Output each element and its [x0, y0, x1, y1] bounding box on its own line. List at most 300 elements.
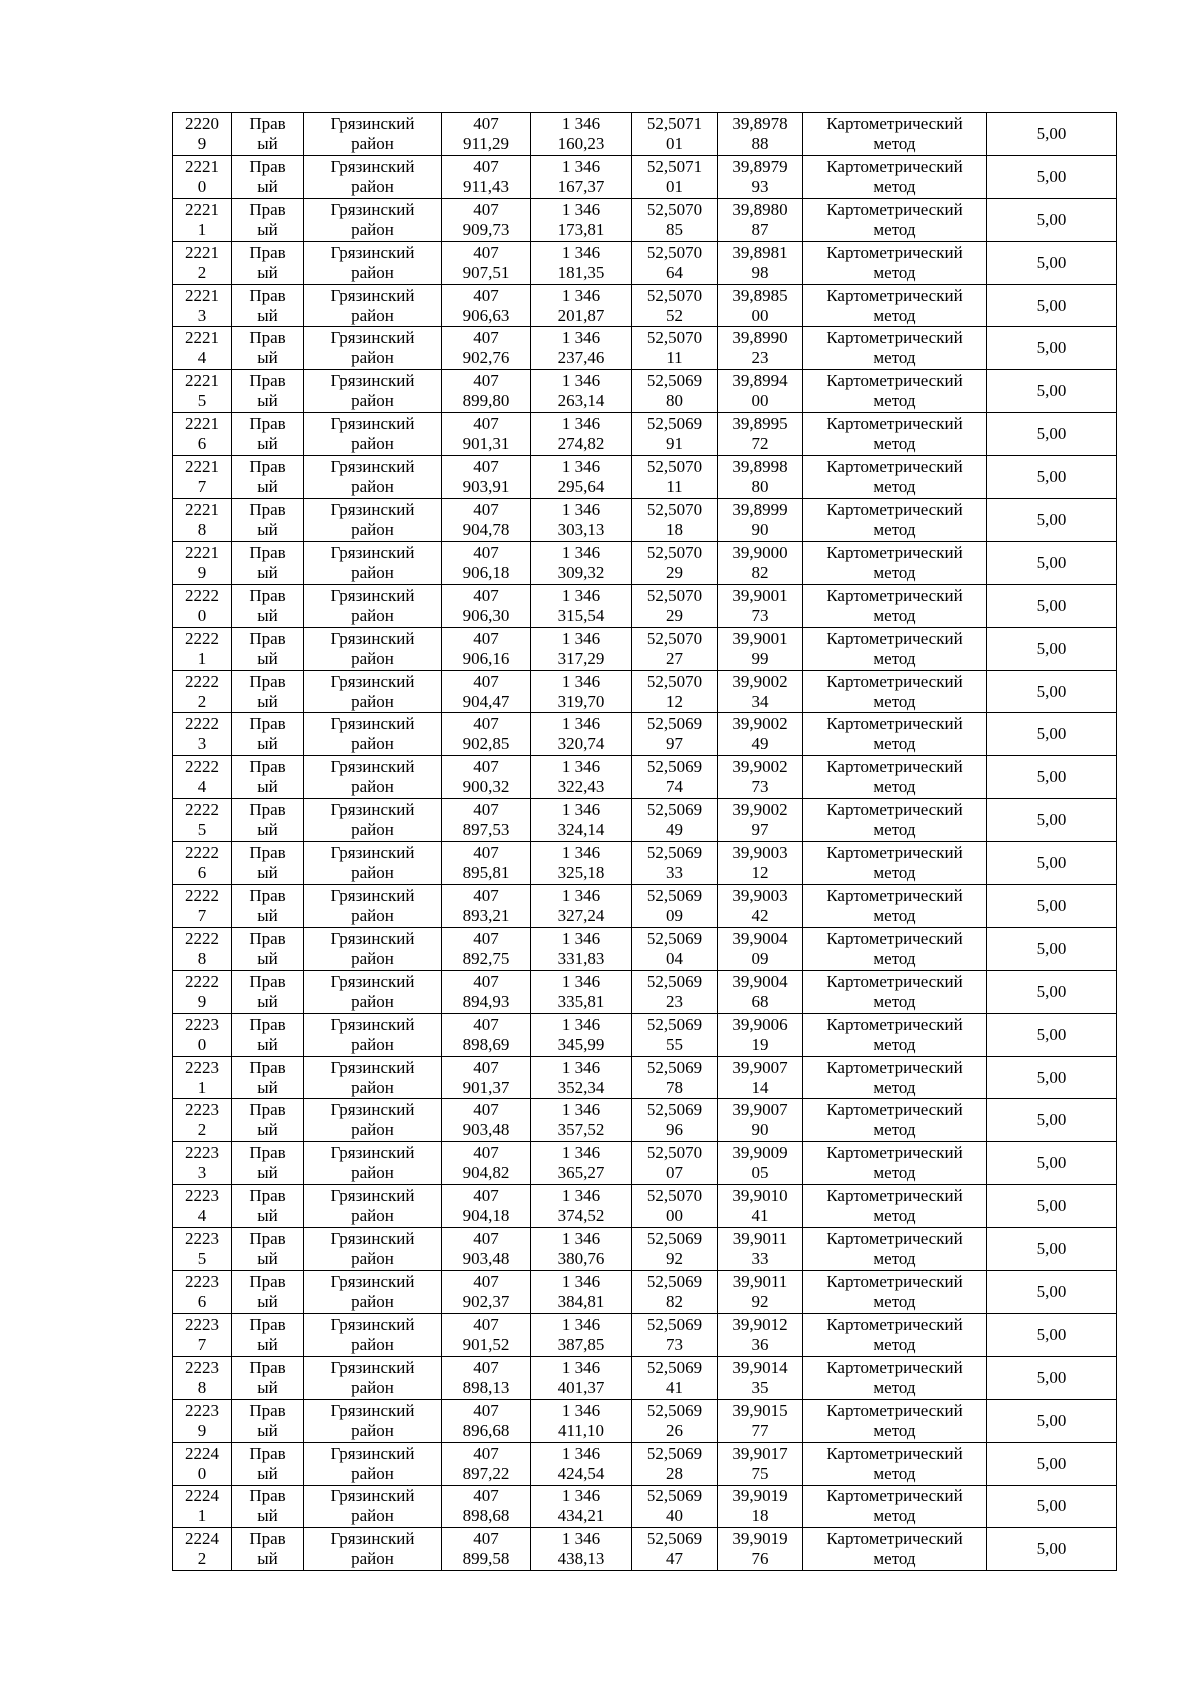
cell-coord-y: [531, 1228, 632, 1271]
cell-latitude: [632, 1442, 718, 1485]
cell-longitude: [718, 1185, 803, 1228]
cell-latitude: [632, 155, 718, 198]
table-row: [173, 1399, 1117, 1442]
cell-longitude-line: 42: [751, 905, 769, 925]
cell-coord-y-line: 295,64: [557, 477, 605, 497]
cell-latitude-line: 01: [666, 176, 683, 196]
cell-bank-side-line: Прав: [249, 1271, 286, 1291]
cell-district: [304, 713, 442, 756]
cell-longitude-line: 14: [751, 1077, 769, 1097]
cell-coord-x-line: 902,37: [462, 1291, 510, 1311]
cell-point-number-line: 2222: [185, 714, 219, 734]
cell-point-number: [173, 1313, 232, 1356]
cell-point-number: [173, 1228, 232, 1271]
cell-point-number-line: 2223: [185, 1186, 219, 1206]
cell-point-number-line: 2223: [185, 1400, 219, 1420]
cell-coord-y-line: 325,18: [557, 863, 605, 883]
cell-point-number: [173, 799, 232, 842]
cell-latitude-line: 52,5069: [646, 971, 703, 991]
cell-method-line: Картометрический: [826, 1229, 963, 1249]
cell-bank-side-line: ый: [257, 262, 278, 282]
cell-accuracy: [987, 1099, 1117, 1142]
cell-latitude-line: 96: [666, 1120, 683, 1140]
cell-coord-y-line: 1 346: [561, 971, 601, 991]
cell-point-number-line: 2223: [185, 1143, 219, 1163]
cell-bank-side-line: Прав: [249, 1100, 286, 1120]
cell-bank-side-line: Прав: [249, 1357, 286, 1377]
cell-point-number-line: 8: [197, 948, 207, 968]
cell-latitude-line: 78: [666, 1077, 683, 1097]
table-row: [173, 927, 1117, 970]
cell-coord-y: [531, 885, 632, 928]
cell-method-line: Картометрический: [826, 928, 963, 948]
cell-point-number-line: 2223: [185, 1271, 219, 1291]
cell-latitude: [632, 1142, 718, 1185]
cell-longitude-line: 39,9014: [732, 1357, 788, 1377]
cell-district-line: район: [351, 691, 394, 711]
cell-bank-side-line: Прав: [249, 1186, 286, 1206]
cell-bank-side-line: Прав: [249, 1229, 286, 1249]
cell-point-number-line: 1: [197, 219, 207, 239]
cell-point-number-line: 2222: [185, 671, 219, 691]
cell-method-line: метод: [873, 691, 916, 711]
cell-accuracy: [987, 370, 1117, 413]
cell-longitude-line: 39,9000: [732, 542, 788, 562]
cell-method-line: метод: [873, 1120, 916, 1140]
cell-coord-y-line: 1 346: [561, 156, 601, 176]
cell-accuracy: [987, 584, 1117, 627]
cell-latitude: [632, 1356, 718, 1399]
cell-point-number-line: 2221: [185, 328, 219, 348]
cell-coord-x-line: 407: [473, 843, 499, 863]
cell-coord-y-line: 274,82: [557, 434, 605, 454]
cell-bank-side-line: ый: [257, 1249, 278, 1269]
cell-coord-x-line: 907,51: [462, 262, 510, 282]
cell-district-line: район: [351, 1206, 394, 1226]
cell-district-line: Грязинский: [330, 757, 415, 777]
cell-coord-x-line: 407: [473, 585, 499, 605]
cell-longitude: [718, 1485, 803, 1528]
cell-coord-y-line: 1 346: [561, 1314, 601, 1334]
cell-district: [304, 670, 442, 713]
cell-coord-x-line: 893,21: [462, 905, 510, 925]
cell-accuracy: [987, 413, 1117, 456]
cell-district-line: Грязинский: [330, 1314, 415, 1334]
cell-bank-side: [232, 113, 304, 156]
cell-coord-y-line: 315,54: [557, 605, 605, 625]
cell-district-line: район: [351, 477, 394, 497]
cell-coord-y-line: 322,43: [557, 777, 605, 797]
table-row: [173, 456, 1117, 499]
cell-coord-x: [442, 1013, 531, 1056]
table-row: [173, 1013, 1117, 1056]
cell-bank-side: [232, 241, 304, 284]
cell-coord-y-line: 1 346: [561, 843, 601, 863]
cell-accuracy-value: 5,00: [1036, 295, 1067, 315]
cell-longitude: [718, 1528, 803, 1571]
cell-coord-y-line: 401,37: [557, 1377, 605, 1397]
cell-method: [803, 627, 987, 670]
cell-method-line: Картометрический: [826, 199, 963, 219]
cell-accuracy: [987, 327, 1117, 370]
cell-longitude-line: 12: [751, 863, 769, 883]
cell-bank-side-line: ый: [257, 133, 278, 153]
cell-coord-x-line: 407: [473, 156, 499, 176]
cell-latitude: [632, 1099, 718, 1142]
cell-point-number: [173, 1399, 232, 1442]
cell-accuracy-value: 5,00: [1036, 1196, 1067, 1216]
cell-district-line: Грязинский: [330, 1229, 415, 1249]
cell-coord-y: [531, 284, 632, 327]
cell-longitude: [718, 970, 803, 1013]
cell-coord-y-line: 335,81: [557, 991, 605, 1011]
cell-longitude-line: 39,8998: [732, 457, 788, 477]
cell-method: [803, 1271, 987, 1314]
cell-coord-x: [442, 155, 531, 198]
cell-bank-side-line: Прав: [249, 671, 286, 691]
cell-longitude-line: 90: [751, 519, 769, 539]
cell-bank-side-line: ый: [257, 1120, 278, 1140]
cell-bank-side-line: Прав: [249, 757, 286, 777]
cell-coord-y-line: 1 346: [561, 585, 601, 605]
cell-coord-x: [442, 541, 531, 584]
cell-method-line: метод: [873, 948, 916, 968]
cell-coord-x-line: 407: [473, 242, 499, 262]
cell-method-line: метод: [873, 820, 916, 840]
cell-coord-x-line: 407: [473, 1186, 499, 1206]
cell-point-number-line: 2224: [185, 1529, 219, 1549]
cell-district-line: Грязинский: [330, 1057, 415, 1077]
cell-method: [803, 1313, 987, 1356]
cell-latitude-line: 04: [666, 948, 683, 968]
cell-district-line: Грязинский: [330, 1357, 415, 1377]
cell-latitude-line: 27: [666, 648, 683, 668]
cell-bank-side-line: ый: [257, 1334, 278, 1354]
cell-latitude-line: 52: [666, 305, 683, 325]
cell-bank-side: [232, 1142, 304, 1185]
cell-bank-side-line: ый: [257, 391, 278, 411]
cell-point-number-line: 2222: [185, 585, 219, 605]
cell-point-number-line: 2224: [185, 1443, 219, 1463]
cell-point-number-line: 9: [197, 1420, 207, 1440]
cell-coord-y-line: 181,35: [557, 262, 605, 282]
cell-bank-side: [232, 627, 304, 670]
cell-coord-y-line: 1 346: [561, 113, 601, 133]
table-row: [173, 541, 1117, 584]
cell-longitude-line: 39,9019: [732, 1529, 788, 1549]
cell-accuracy: [987, 713, 1117, 756]
cell-coord-y-line: 1 346: [561, 414, 601, 434]
cell-accuracy-value: 5,00: [1036, 252, 1067, 272]
cell-method: [803, 842, 987, 885]
cell-method: [803, 370, 987, 413]
cell-point-number-line: 2: [197, 1120, 207, 1140]
cell-coord-y: [531, 1142, 632, 1185]
cell-coord-x-line: 901,31: [462, 434, 510, 454]
cell-latitude: [632, 327, 718, 370]
cell-coord-y-line: 1 346: [561, 1057, 601, 1077]
cell-coord-y-line: 1 346: [561, 1271, 601, 1291]
cell-coord-y-line: 173,81: [557, 219, 605, 239]
cell-point-number-line: 2222: [185, 928, 219, 948]
cell-longitude-line: 39,9019: [732, 1486, 788, 1506]
cell-longitude-line: 75: [751, 1463, 769, 1483]
cell-accuracy: [987, 970, 1117, 1013]
cell-point-number-line: 2221: [185, 457, 219, 477]
cell-district-line: Грязинский: [330, 800, 415, 820]
cell-coord-y-line: 1 346: [561, 1443, 601, 1463]
cell-longitude-line: 39,9007: [732, 1100, 788, 1120]
cell-method: [803, 327, 987, 370]
cell-accuracy: [987, 241, 1117, 284]
cell-accuracy-value: 5,00: [1036, 166, 1067, 186]
cell-coord-x-line: 407: [473, 1143, 499, 1163]
cell-method: [803, 1099, 987, 1142]
cell-method-line: Картометрический: [826, 1486, 963, 1506]
cell-bank-side-line: Прав: [249, 843, 286, 863]
cell-latitude-line: 52,5069: [646, 1314, 703, 1334]
cell-accuracy-value: 5,00: [1036, 123, 1067, 143]
cell-accuracy-value: 5,00: [1036, 552, 1067, 572]
cell-method-line: Картометрический: [826, 1529, 963, 1549]
cell-latitude: [632, 584, 718, 627]
cell-longitude-line: 73: [751, 605, 769, 625]
cell-point-number-line: 9: [197, 562, 207, 582]
cell-district: [304, 927, 442, 970]
cell-coord-x-line: 407: [473, 1443, 499, 1463]
cell-method: [803, 713, 987, 756]
cell-method: [803, 198, 987, 241]
cell-bank-side: [232, 541, 304, 584]
cell-coord-x-line: 904,47: [462, 691, 510, 711]
cell-method-line: метод: [873, 605, 916, 625]
cell-longitude-line: 73: [751, 777, 769, 797]
cell-method-line: метод: [873, 1420, 916, 1440]
cell-coord-x: [442, 970, 531, 1013]
cell-coord-x: [442, 1056, 531, 1099]
cell-latitude-line: 52,5069: [646, 1057, 703, 1077]
cell-district-line: Грязинский: [330, 928, 415, 948]
table-row: [173, 1356, 1117, 1399]
cell-district: [304, 1356, 442, 1399]
cell-district-line: район: [351, 434, 394, 454]
cell-coord-y-line: 374,52: [557, 1206, 605, 1226]
cell-longitude-line: 39,9002: [732, 757, 788, 777]
cell-district: [304, 456, 442, 499]
cell-district: [304, 627, 442, 670]
cell-bank-side: [232, 456, 304, 499]
cell-coord-x-line: 407: [473, 628, 499, 648]
cell-point-number-line: 2221: [185, 199, 219, 219]
cell-coord-y-line: 434,21: [557, 1506, 605, 1526]
cell-method-line: Картометрический: [826, 414, 963, 434]
cell-longitude-line: 39,9004: [732, 928, 788, 948]
cell-coord-y-line: 380,76: [557, 1249, 605, 1269]
cell-district-line: Грязинский: [330, 671, 415, 691]
cell-latitude: [632, 499, 718, 542]
cell-point-number: [173, 499, 232, 542]
cell-method-line: метод: [873, 1291, 916, 1311]
cell-point-number-line: 6: [197, 1291, 207, 1311]
cell-method: [803, 670, 987, 713]
cell-longitude-line: 99: [751, 648, 769, 668]
cell-district-line: район: [351, 863, 394, 883]
cell-district-line: район: [351, 648, 394, 668]
cell-method: [803, 584, 987, 627]
cell-coord-y: [531, 1271, 632, 1314]
cell-method-line: метод: [873, 348, 916, 368]
cell-latitude-line: 29: [666, 562, 683, 582]
cell-point-number-line: 2223: [185, 1314, 219, 1334]
cell-method-line: Картометрический: [826, 628, 963, 648]
cell-bank-side-line: ый: [257, 477, 278, 497]
cell-longitude: [718, 1228, 803, 1271]
cell-accuracy-value: 5,00: [1036, 981, 1067, 1001]
cell-coord-x: [442, 413, 531, 456]
cell-coord-x-line: 407: [473, 414, 499, 434]
cell-district-line: Грязинский: [330, 1271, 415, 1291]
cell-coord-y: [531, 627, 632, 670]
cell-coord-x: [442, 1528, 531, 1571]
cell-coord-x: [442, 927, 531, 970]
cell-method-line: метод: [873, 262, 916, 282]
cell-district-line: Грязинский: [330, 542, 415, 562]
cell-coord-y: [531, 541, 632, 584]
cell-latitude-line: 52,5069: [646, 714, 703, 734]
cell-longitude-line: 39,8995: [732, 414, 788, 434]
cell-method-line: метод: [873, 176, 916, 196]
cell-method: [803, 499, 987, 542]
cell-latitude: [632, 799, 718, 842]
cell-method-line: метод: [873, 991, 916, 1011]
cell-coord-x: [442, 885, 531, 928]
cell-longitude-line: 88: [751, 133, 769, 153]
cell-district: [304, 499, 442, 542]
cell-coord-y: [531, 670, 632, 713]
cell-point-number-line: 8: [197, 519, 207, 539]
cell-longitude-line: 49: [751, 734, 769, 754]
cell-coord-x: [442, 370, 531, 413]
cell-bank-side-line: Прав: [249, 328, 286, 348]
cell-point-number-line: 2223: [185, 1357, 219, 1377]
cell-latitude-line: 52,5070: [646, 1186, 703, 1206]
cell-method-line: Картометрический: [826, 585, 963, 605]
cell-longitude-line: 39,8999: [732, 499, 788, 519]
cell-point-number-line: 1: [197, 648, 207, 668]
cell-longitude-line: 39,9015: [732, 1400, 788, 1420]
cell-method-line: метод: [873, 734, 916, 754]
table-body: [173, 113, 1117, 1571]
cell-method-line: метод: [873, 1077, 916, 1097]
cell-accuracy: [987, 1185, 1117, 1228]
cell-district-line: Грязинский: [330, 1186, 415, 1206]
table-row: [173, 1056, 1117, 1099]
cell-district-line: Грязинский: [330, 1486, 415, 1506]
cell-coord-x-line: 897,22: [462, 1463, 510, 1483]
cell-coord-x-line: 904,78: [462, 519, 510, 539]
cell-point-number: [173, 1013, 232, 1056]
cell-latitude-line: 52,5070: [646, 1143, 703, 1163]
cell-coord-y-line: 319,70: [557, 691, 605, 711]
cell-latitude: [632, 1228, 718, 1271]
cell-bank-side: [232, 927, 304, 970]
cell-latitude-line: 47: [666, 1549, 683, 1569]
table-row: [173, 799, 1117, 842]
cell-latitude-line: 41: [666, 1377, 683, 1397]
cell-coord-y-line: 1 346: [561, 1014, 601, 1034]
cell-accuracy-value: 5,00: [1036, 338, 1067, 358]
cell-method: [803, 970, 987, 1013]
cell-accuracy: [987, 1399, 1117, 1442]
cell-coord-x-line: 898,68: [462, 1506, 510, 1526]
cell-latitude: [632, 413, 718, 456]
cell-point-number-line: 5: [197, 1249, 207, 1269]
cell-point-number-line: 2222: [185, 757, 219, 777]
cell-district: [304, 284, 442, 327]
cell-coord-x: [442, 284, 531, 327]
cell-point-number: [173, 756, 232, 799]
cell-longitude-line: 41: [751, 1206, 769, 1226]
cell-bank-side: [232, 842, 304, 885]
cell-bank-side: [232, 799, 304, 842]
table-row: [173, 1185, 1117, 1228]
cell-bank-side: [232, 1485, 304, 1528]
cell-coord-x-line: 904,18: [462, 1206, 510, 1226]
cell-coord-x-line: 900,32: [462, 777, 510, 797]
cell-latitude-line: 28: [666, 1463, 683, 1483]
cell-method-line: Картометрический: [826, 714, 963, 734]
cell-longitude-line: 92: [751, 1291, 769, 1311]
cell-point-number-line: 2224: [185, 1486, 219, 1506]
cell-latitude-line: 52,5070: [646, 242, 703, 262]
cell-latitude: [632, 627, 718, 670]
cell-bank-side: [232, 198, 304, 241]
cell-latitude: [632, 670, 718, 713]
cell-point-number-line: 0: [197, 176, 207, 196]
cell-coord-y-line: 237,46: [557, 348, 605, 368]
cell-district: [304, 370, 442, 413]
cell-latitude-line: 52,5070: [646, 671, 703, 691]
cell-district-line: Грязинский: [330, 371, 415, 391]
cell-latitude-line: 80: [666, 391, 683, 411]
cell-coord-x: [442, 241, 531, 284]
cell-longitude: [718, 541, 803, 584]
cell-accuracy-value: 5,00: [1036, 1024, 1067, 1044]
cell-coord-x-line: 911,43: [462, 176, 510, 196]
cell-district: [304, 756, 442, 799]
cell-coord-x: [442, 1442, 531, 1485]
cell-district-line: район: [351, 562, 394, 582]
cell-bank-side-line: Прав: [249, 1486, 286, 1506]
cell-latitude-line: 52,5070: [646, 457, 703, 477]
cell-latitude-line: 91: [666, 434, 683, 454]
cell-method-line: Картометрический: [826, 242, 963, 262]
cell-method-line: Картометрический: [826, 1100, 963, 1120]
cell-coord-y-line: 1 346: [561, 371, 601, 391]
cell-district: [304, 885, 442, 928]
cell-longitude: [718, 1442, 803, 1485]
cell-longitude-line: 39,9006: [732, 1014, 788, 1034]
cell-coord-x-line: 407: [473, 800, 499, 820]
cell-longitude: [718, 927, 803, 970]
cell-bank-side-line: Прав: [249, 1443, 286, 1463]
cell-latitude-line: 49: [666, 820, 683, 840]
cell-coord-x: [442, 1142, 531, 1185]
cell-bank-side-line: Прав: [249, 800, 286, 820]
cell-coord-x: [442, 1185, 531, 1228]
cell-latitude-line: 52,5070: [646, 199, 703, 219]
cell-coord-x-line: 407: [473, 757, 499, 777]
